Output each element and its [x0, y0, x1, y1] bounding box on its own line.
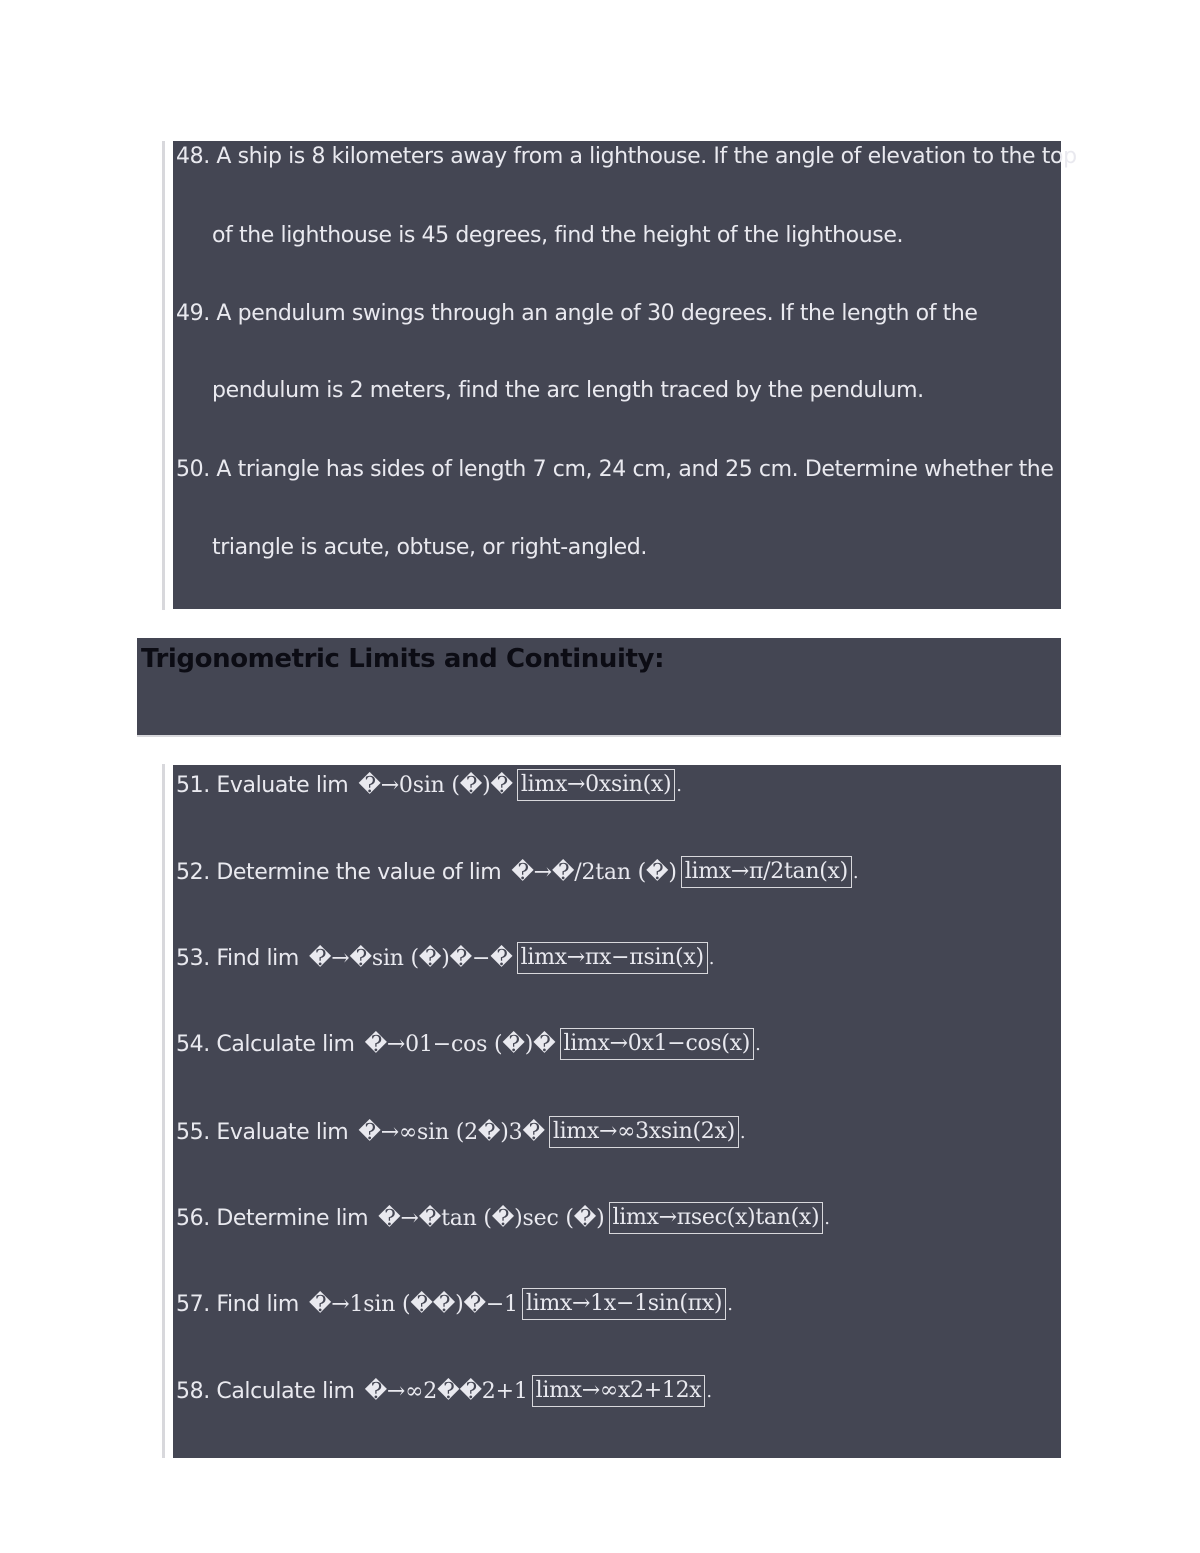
math-formula-box	[517, 942, 708, 974]
problem-label: 54. Calculate lim	[176, 1031, 355, 1057]
garbled-math: �→∞2��2+1	[364, 1378, 528, 1404]
problem-48-line-1: 48. A ship is 8 kilometers away from a lighthouse. If the angle of elevation to the top	[176, 144, 1077, 169]
math-formula-box	[609, 1202, 824, 1234]
math-formula-box	[681, 856, 852, 888]
math-formula: limx→π/2tan(x)	[684, 859, 848, 884]
garbled-math: �→1sin (��)�−1	[308, 1291, 518, 1317]
math-formula: limx→1x−1sin(πx)	[525, 1291, 723, 1316]
garbled-math: �→0sin (�)�	[358, 772, 513, 798]
period: .	[755, 1033, 761, 1055]
problem-56	[176, 1198, 830, 1238]
problem-label: 55. Evaluate lim	[176, 1119, 349, 1145]
problem-label: 52. Determine the value of lim	[176, 859, 502, 885]
math-formula-box	[549, 1116, 739, 1148]
problem-label: 57. Find lim	[176, 1291, 299, 1317]
section-heading: Trigonometric Limits and Continuity:	[141, 644, 665, 674]
period: .	[739, 1121, 746, 1143]
math-formula-box	[560, 1028, 755, 1060]
problems-block-applications	[173, 141, 1077, 609]
garbled-math: �→�tan (�)sec (�)	[378, 1205, 605, 1231]
quote-rule	[162, 764, 165, 1458]
problem-48-line-2: of the lighthouse is 45 degrees, find the height of the lighthouse.	[212, 223, 904, 248]
garbled-math: �→�sin (�)�−�	[308, 945, 513, 971]
problem-57	[176, 1284, 733, 1324]
garbled-math: �→01−cos (�)�	[364, 1031, 556, 1057]
problem-label: 56. Determine lim	[176, 1205, 369, 1231]
problem-52	[176, 852, 859, 892]
problem-label: 58. Calculate lim	[176, 1378, 355, 1404]
period: .	[852, 861, 859, 883]
period: .	[676, 774, 682, 796]
problem-label: 51. Evaluate lim	[176, 772, 349, 798]
problem-label: 53. Find lim	[176, 945, 299, 971]
math-formula-box	[517, 769, 675, 801]
math-formula: limx→∞x2+12x	[535, 1378, 702, 1403]
math-formula-box	[532, 1375, 706, 1407]
problem-49-line-2: pendulum is 2 meters, find the arc length traced by the pendulum.	[212, 378, 924, 403]
section-heading-block	[137, 638, 1061, 737]
math-formula: limx→0x1−cos(x)	[563, 1031, 751, 1056]
problem-55	[176, 1112, 746, 1152]
garbled-math: �→�/2tan (�)	[511, 859, 677, 885]
garbled-math: �→∞sin (2�)3�	[358, 1119, 545, 1145]
problem-58	[176, 1371, 712, 1411]
math-formula: limx→∞3xsin(2x)	[552, 1119, 735, 1144]
math-formula-box	[522, 1288, 726, 1320]
problem-50-line-1: 50. A triangle has sides of length 7 cm, 24 cm, and 25 cm. Determine whether the	[176, 457, 1054, 482]
period: .	[727, 1293, 733, 1315]
quote-rule	[162, 141, 165, 610]
problem-50-line-2: triangle is acute, obtuse, or right-angled.	[212, 535, 647, 560]
period: .	[708, 947, 715, 969]
period: .	[824, 1207, 830, 1229]
problem-54	[176, 1024, 761, 1064]
problem-49-line-1: 49. A pendulum swings through an angle of 30 degrees. If the length of the	[176, 301, 978, 326]
problem-51	[176, 765, 682, 805]
math-formula: limx→πsec(x)tan(x)	[612, 1205, 820, 1230]
problem-53	[176, 938, 714, 978]
period: .	[706, 1380, 713, 1402]
problems-block-limits	[173, 765, 1061, 1458]
math-formula: limx→0xsin(x)	[520, 772, 672, 797]
math-formula: limx→πx−πsin(x)	[520, 945, 704, 970]
